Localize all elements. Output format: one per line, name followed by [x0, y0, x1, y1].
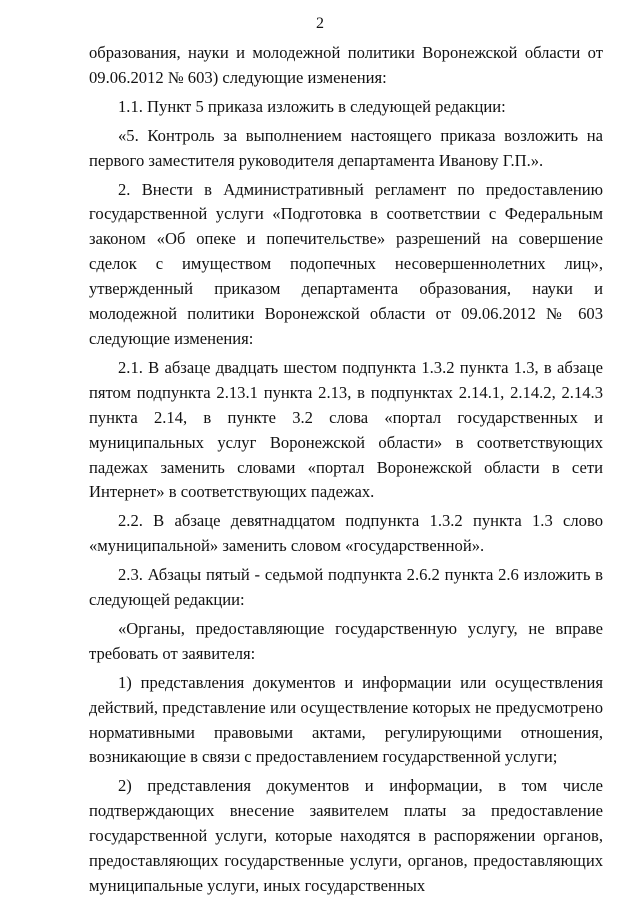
paragraph-2-2: 2.2. В абзаце девятнадцатом подпункта 1.3.2 пункта 1.3 слово «муниципальной» заменить словом «государственной».: [89, 511, 603, 556]
paragraph-2-3: 2.3. Абзацы пятый - седьмой подпункта 2.6.2 пункта 2.6 изложить в следующей редакции:: [89, 565, 603, 610]
paragraph-quote-5: «5. Контроль за выполнением настоящего приказа возложить на первого заместителя руководителя департамента Иванову Г.П.».: [89, 125, 603, 170]
paragraph-item-1: 1) представления документов и информации или осуществления действий, представление или осуществление которых не предусмотрено нормативными правовыми актами, регулирующими отношения, возникающие в связи с предоставлением государственной услуги;: [89, 672, 603, 767]
page-number: 2: [316, 15, 324, 32]
paragraph-item-2: 2) представления документов и информации, в том числе подтверждающих внесение заявителем платы за предоставление государственной услуги, которые находятся в распоряжении органов, предоставляющих государственные услуги, органов, предоставляющих муниципальные услуги, иных государственных: [89, 776, 603, 895]
paragraph-quote-organs: «Органы, предоставляющие государственную услугу, не вправе требовать от заявителя:: [89, 618, 603, 663]
paragraph-continuation: образования, науки и молодежной политики Воронежской области от 09.06.2012 № 603) следующие изменения:: [89, 43, 603, 87]
document-body: [89, 41, 603, 899]
paragraph-2-1: 2.1. В абзаце двадцать шестом подпункта 1.3.2 пункта 1.3, в абзаце пятом подпункта 2.13.1 пункта 2.13, в подпунктах 2.14.1, 2.14.2, 2.14.3 пункта 2.14, в пункте 3.2 слова «портал государственных и муниципальных услуг Воронежской области» в соответствующих падежах заменить словами «портал Воронежской области в сети Интернет» в соответствующих падежах.: [89, 357, 603, 502]
paragraph-1-1: 1.1. Пункт 5 приказа изложить в следующей редакции:: [118, 96, 506, 116]
paragraph-2: 2. Внести в Административный регламент по предоставлению государственной услуги «Подготовка в соответствии с Федеральным законом «Об опеке и попечительстве» разрешений на совершение сделок с имуществом подопечных несовершеннолетних лиц», утвержденный приказом департамента образования, науки и молодежной политики Воронежской области от 09.06.2012 № 603 следующие изменения:: [89, 179, 603, 348]
